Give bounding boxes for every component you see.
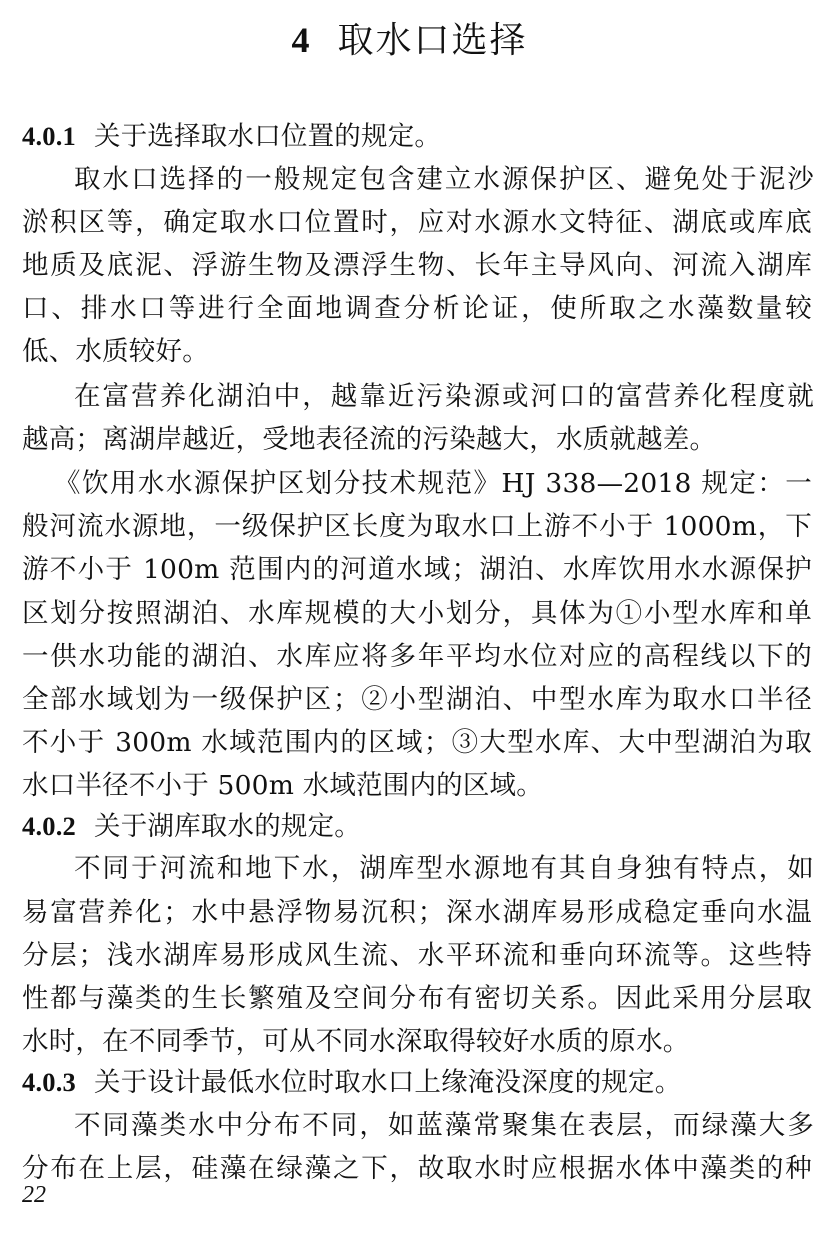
paragraph-line: 分布在上层，硅藻在绿藻之下，故取水时应根据水体中藻类的种 xyxy=(22,1153,812,1184)
clause-heading-text: 关于选择取水口位置的规定。 xyxy=(94,121,442,152)
paragraph-line: 《饮用水水源保护区划分技术规范》HJ 338—2018 规定：一 xyxy=(54,468,812,499)
clause-heading-text: 关于湖库取水的规定。 xyxy=(94,811,361,842)
paragraph-line: 不同藻类水中分布不同，如蓝藻常聚集在表层，而绿藻大多 xyxy=(74,1110,814,1141)
paragraph-line: 游不小于 100m 范围内的河道水域；湖泊、水库饮用水水源保护 xyxy=(22,554,812,585)
clause-heading-text: 关于设计最低水位时取水口上缘淹没深度的规定。 xyxy=(94,1067,682,1098)
chapter-number: 4 xyxy=(291,20,312,60)
clause-number: 4.0.2 xyxy=(22,811,76,841)
clause-number: 4.0.3 xyxy=(22,1067,76,1097)
paragraph-line: 分层；浅水湖库易形成风生流、水平环流和垂向环流等。这些特 xyxy=(22,940,812,971)
paragraph-line: 口、排水口等进行全面地调查分析论证，使所取之水藻数量较 xyxy=(22,293,812,324)
paragraph-line: 淤积区等，确定取水口位置时，应对水源水文特征、湖底或库底 xyxy=(22,207,812,238)
clause-heading-4-0-3 xyxy=(22,1062,812,1103)
page-number: 22 xyxy=(22,1182,46,1208)
paragraph-line: 全部水域划为一级保护区；②小型湖泊、中型水库为取水口半径 xyxy=(22,684,812,715)
clause-heading-4-0-1 xyxy=(22,116,812,157)
chapter-title-text: 取水口选择 xyxy=(337,20,528,61)
paragraph-line: 水口半径不小于 500m 水域范围内的区域。 xyxy=(22,770,543,801)
paragraph-line: 不同于河流和地下水，湖库型水源地有其自身独有特点，如 xyxy=(74,853,814,884)
paragraph-line: 取水口选择的一般规定包含建立水源保护区、避免处于泥沙 xyxy=(74,164,814,195)
paragraph-line: 水时，在不同季节，可从不同水深取得较好水质的原水。 xyxy=(22,1026,690,1057)
paragraph-line: 般河流水源地，一级保护区长度为取水口上游不小于 1000m，下 xyxy=(22,511,812,542)
paragraph-line: 地质及底泥、浮游生物及漂浮生物、长年主导风向、河流入湖库 xyxy=(22,250,812,281)
paragraph-line: 不小于 300m 水域范围内的区域；③大型水库、大中型湖泊为取 xyxy=(22,727,812,758)
paragraph-line: 一供水功能的湖泊、水库应将多年平均水位对应的高程线以下的 xyxy=(22,641,812,672)
clause-number: 4.0.1 xyxy=(22,121,76,151)
chapter-title xyxy=(0,14,819,67)
paragraph-line: 易富营养化；水中悬浮物易沉积；深水湖库易形成稳定垂向水温 xyxy=(22,897,812,928)
paragraph-line: 越高；离湖岸越近，受地表径流的污染越大，水质就越差。 xyxy=(22,424,717,455)
clause-heading-4-0-2 xyxy=(22,806,812,847)
paragraph-line: 低、水质较好。 xyxy=(22,336,209,367)
paragraph-line: 性都与藻类的生长繁殖及空间分布有密切关系。因此采用分层取 xyxy=(22,983,812,1014)
paragraph-line: 区划分按照湖泊、水库规模的大小划分，具体为①小型水库和单 xyxy=(22,598,812,629)
paragraph-line: 在富营养化湖泊中，越靠近污染源或河口的富营养化程度就 xyxy=(74,381,814,412)
